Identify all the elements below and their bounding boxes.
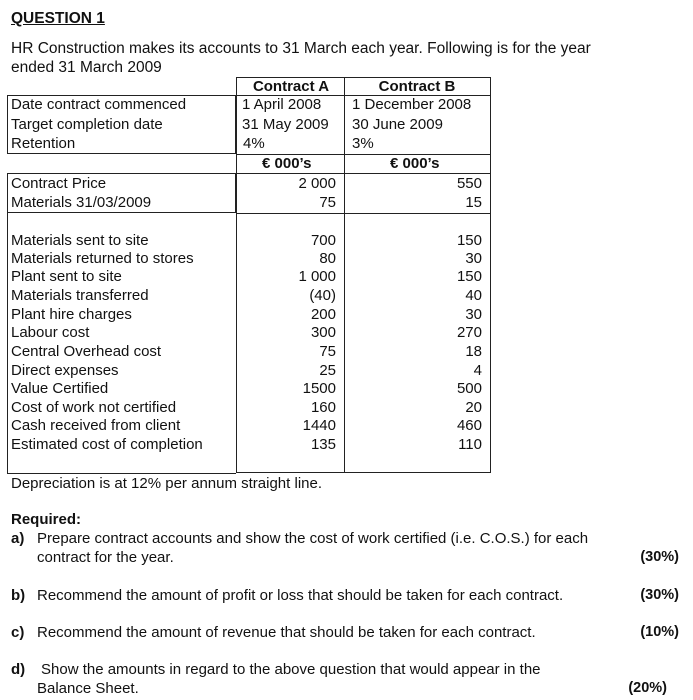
cell-b: 500 xyxy=(456,380,482,397)
row-label: Materials 31/03/2009 xyxy=(11,194,152,211)
row-label: Direct expenses xyxy=(11,362,119,379)
question-letter: d) xyxy=(11,661,26,678)
column-divider xyxy=(344,77,345,473)
row-label: Retention xyxy=(11,135,76,152)
cell-a: 1500 xyxy=(302,380,336,397)
question-text-cont: contract for the year. xyxy=(37,549,174,566)
cell-b: 460 xyxy=(456,417,482,434)
cell-b: 15 xyxy=(465,194,482,211)
question-text: Recommend the amount of profit or loss that should be taken for each contract. xyxy=(37,587,564,604)
question-marks: (30%) xyxy=(640,587,679,603)
question-text: Recommend the amount of revenue that should be taken for each contract. xyxy=(37,624,536,641)
question-letter: a) xyxy=(11,530,25,547)
cell-b: 20 xyxy=(465,399,482,416)
depreciation-note: Depreciation is at 12% per annum straight line. xyxy=(11,475,323,492)
required-heading: Required: xyxy=(11,511,82,528)
rule-price xyxy=(236,213,491,214)
row-label: Target completion date xyxy=(11,116,163,133)
intro-text-line2: ended 31 March 2009 xyxy=(11,59,162,76)
question-marks: (10%) xyxy=(640,624,679,640)
cell-b: 18 xyxy=(465,343,482,360)
rule-currency xyxy=(236,173,491,174)
cell-a: 700 xyxy=(310,232,336,249)
currency-a: € 000’s xyxy=(262,155,312,172)
cell-a: 25 xyxy=(319,362,336,379)
cell-b: 30 June 2009 xyxy=(352,116,443,133)
row-label: Materials returned to stores xyxy=(11,250,194,267)
rule-bottom-left xyxy=(7,473,236,474)
cell-b: 150 xyxy=(456,232,482,249)
currency-b: € 000’s xyxy=(390,155,440,172)
cell-b: 1 December 2008 xyxy=(352,96,472,113)
cell-b: 30 xyxy=(465,250,482,267)
row-label: Materials sent to site xyxy=(11,232,149,249)
cell-a: (40) xyxy=(309,287,336,304)
question-title: QUESTION 1 xyxy=(11,10,105,27)
question-text-cont: Balance Sheet. xyxy=(37,680,139,697)
cell-b: 3% xyxy=(352,135,374,152)
row-label: Date contract commenced xyxy=(11,96,187,113)
cell-a: 200 xyxy=(310,306,336,323)
cell-b: 150 xyxy=(456,268,482,285)
header-contract-a: Contract A xyxy=(252,78,330,95)
cell-b: 40 xyxy=(465,287,482,304)
header-contract-b: Contract B xyxy=(378,78,456,95)
cell-a: 1440 xyxy=(302,417,336,434)
row-label: Cash received from client xyxy=(11,417,181,434)
cell-b: 110 xyxy=(458,436,482,453)
cell-a: 300 xyxy=(310,324,336,341)
row-label: Labour cost xyxy=(11,324,90,341)
row-label: Cost of work not certified xyxy=(11,399,177,416)
row-label: Central Overhead cost xyxy=(11,343,162,360)
cell-b: 270 xyxy=(456,324,482,341)
cell-b: 4 xyxy=(473,362,482,379)
row-label: Contract Price xyxy=(11,175,107,192)
cell-a: 2 000 xyxy=(298,175,336,192)
cell-a: 31 May 2009 xyxy=(242,116,329,133)
cell-a: 75 xyxy=(319,343,336,360)
row-label: Materials transferred xyxy=(11,287,149,304)
row-label: Plant hire charges xyxy=(11,306,132,323)
question-text: Prepare contract accounts and show the cost of work certified (i.e. C.O.S.) for each xyxy=(37,530,589,547)
row-label: Plant sent to site xyxy=(11,268,122,285)
cell-a: 80 xyxy=(319,250,336,267)
label-box-detail-left xyxy=(7,213,8,473)
question-letter: c) xyxy=(11,624,25,641)
intro-text-line1: HR Construction makes its accounts to 31 March each year. Following is for the year xyxy=(11,40,591,57)
cell-a: 1 April 2008 xyxy=(242,96,322,113)
question-text: Show the amounts in regard to the above question that would appear in the xyxy=(41,661,541,678)
cell-a: 4% xyxy=(243,135,265,152)
row-label: Estimated cost of completion xyxy=(11,436,203,453)
question-marks: (20%) xyxy=(628,680,667,696)
question-marks: (30%) xyxy=(640,549,679,565)
cell-a: 75 xyxy=(319,194,336,211)
cell-a: 135 xyxy=(310,436,336,453)
cell-b: 550 xyxy=(456,175,482,192)
question-letter: b) xyxy=(11,587,26,604)
cell-a: 1 000 xyxy=(298,268,336,285)
row-label: Value Certified xyxy=(11,380,109,397)
cell-a: 160 xyxy=(310,399,336,416)
cell-b: 30 xyxy=(465,306,482,323)
